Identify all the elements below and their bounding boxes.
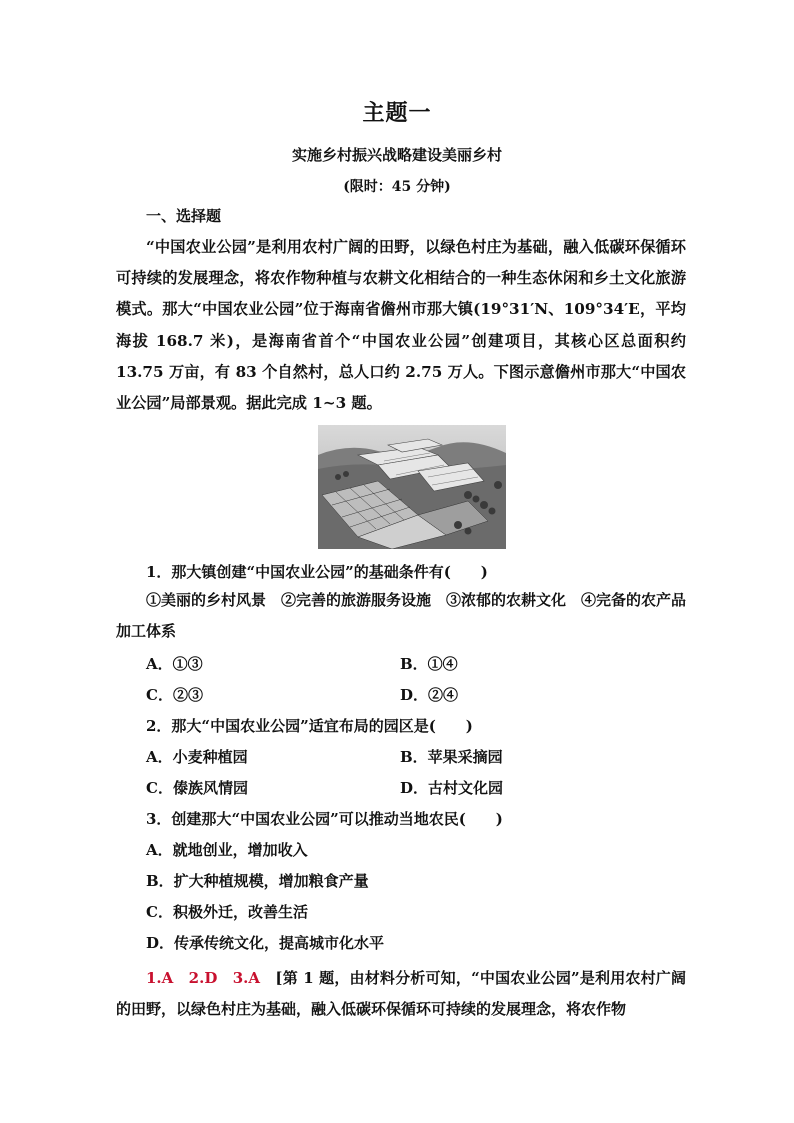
question-3-option-c: C．积极外迁，改善生活 xyxy=(146,903,308,921)
question-1-statements: ①美丽的乡村风景 ②完善的旅游服务设施 ③浓郁的农耕文化 ④完备的农产品加工体系 xyxy=(116,591,687,641)
question-1-option-d: D．②④ xyxy=(400,686,459,704)
page-subtitle: 实施乡村振兴战略建设美丽乡村 xyxy=(291,146,502,164)
answer-block xyxy=(116,963,686,1025)
question-1-option-c: C．②③ xyxy=(146,686,203,704)
time-limit: (限时：45 分钟) xyxy=(343,179,451,195)
question-3-option-d: D．传承传统文化，提高城市化水平 xyxy=(146,934,385,952)
question-2-option-c: C．傣族风情园 xyxy=(146,779,248,797)
question-1-stem: 1．那大镇创建“中国农业公园”的基础条件有( ) xyxy=(146,563,488,581)
question-1-option-b: B．①④ xyxy=(400,655,458,673)
question-3-stem: 3．创建那大“中国农业公园”可以推动当地农民( ) xyxy=(146,810,503,828)
question-1-option-a: A．①③ xyxy=(146,655,203,673)
question-3-option-a: A．就地创业，增加收入 xyxy=(146,841,308,859)
page-title: 主题一 xyxy=(362,100,432,126)
agricultural-park-illustration xyxy=(318,425,506,549)
question-2-option-b: B．苹果采摘园 xyxy=(400,748,503,766)
passage-paragraph: “中国农业公园”是利用农村广阔的田野，以绿色村庄为基础，融入低碳环保循环可持续的发展理念，将农作物种植与农耕文化相结合的一种生态休闲和乡土文化旅游模式。那大“中国农业公园”位于海南省儋州市那大镇(19°31′N、109°34′E，平均海拔 168.7 米)，是海南省首个“中国农业公园”创建项目，其核心区总面积约 13.75 万亩，有 83 个自然村，总人口约 2.75 万人。下图示意儋州市那大“中国农业公园”局部景观。据此完成 1~3 题。 xyxy=(116,238,686,413)
question-2-stem: 2．那大“中国农业公园”适宜布局的园区是( ) xyxy=(146,717,473,735)
question-3-option-b: B．扩大种植规模，增加粮食产量 xyxy=(146,872,369,890)
answer-keys: 1.A 2.D 3.A xyxy=(146,969,261,987)
question-2-option-a: A．小麦种植园 xyxy=(146,748,248,766)
answer-explanation: [第 1 题，由材料分析可知，“中国农业公园”是利用农村广阔的田野，以绿色村庄为基础，融入低碳环保循环可持续的发展理念，将农作物 xyxy=(116,969,686,1019)
question-2-option-d: D．古村文化园 xyxy=(400,779,504,797)
section-heading: 一、选择题 xyxy=(146,207,222,225)
